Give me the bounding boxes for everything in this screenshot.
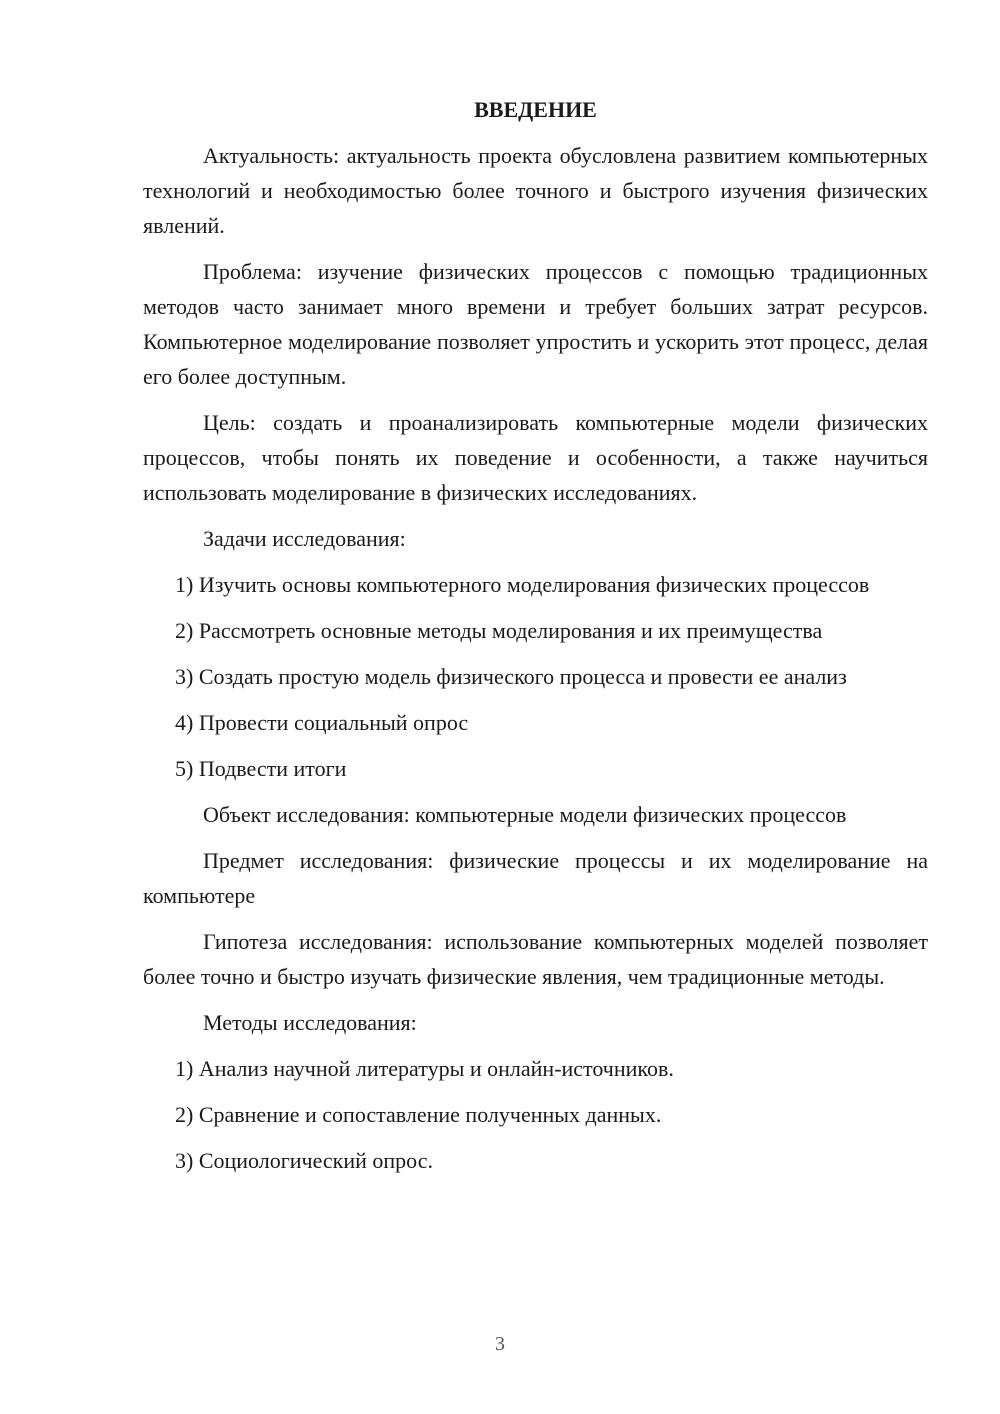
task-item: 4) Провести социальный опрос [175,710,469,735]
page-number: 3 [495,1333,505,1355]
task-item: 2) Рассмотреть основные методы моделирования и их преимущества [175,618,823,643]
methods-heading: Методы исследования: [203,1010,417,1035]
task-item: 1) Изучить основы компьютерного моделирования физических процессов [175,572,870,597]
method-item: 2) Сравнение и сопоставление полученных данных. [175,1102,662,1127]
task-item: 5) Подвести итоги [175,756,347,781]
document-page [143,92,928,1189]
method-item: 1) Анализ научной литературы и онлайн-источников. [175,1056,674,1081]
page-title: ВВЕДЕНИЕ [474,97,597,122]
subject-paragraph: Предмет исследования: физические процессы и их моделирование на компьютере [143,848,928,908]
task-item: 3) Создать простую модель физического процесса и провести ее анализ [175,664,847,689]
relevance-paragraph: Актуальность: актуальность проекта обусловлена развитием компьютерных технологий и необходимостью более точного и быстрого изучения физических явлений. [143,143,928,238]
goal-paragraph: Цель: создать и проанализировать компьютерные модели физических процессов, чтобы понять их поведение и особенности, а также научиться использовать моделирование в физических исследованиях. [143,410,928,505]
tasks-heading: Задачи исследования: [203,526,406,551]
object-paragraph: Объект исследования: компьютерные модели физических процессов [203,802,847,827]
problem-paragraph: Проблема: изучение физических процессов с помощью традиционных методов часто занимает много времени и требует больших затрат ресурсов. Компьютерное моделирование позволяет упростить и ускорить этот процесс, делая его более доступным. [143,259,928,389]
method-item: 3) Социологический опрос. [175,1148,433,1173]
hypothesis-paragraph: Гипотеза исследования: использование компьютерных моделей позволяет более точно и быстро изучать физические явления, чем традиционные методы. [143,929,928,989]
